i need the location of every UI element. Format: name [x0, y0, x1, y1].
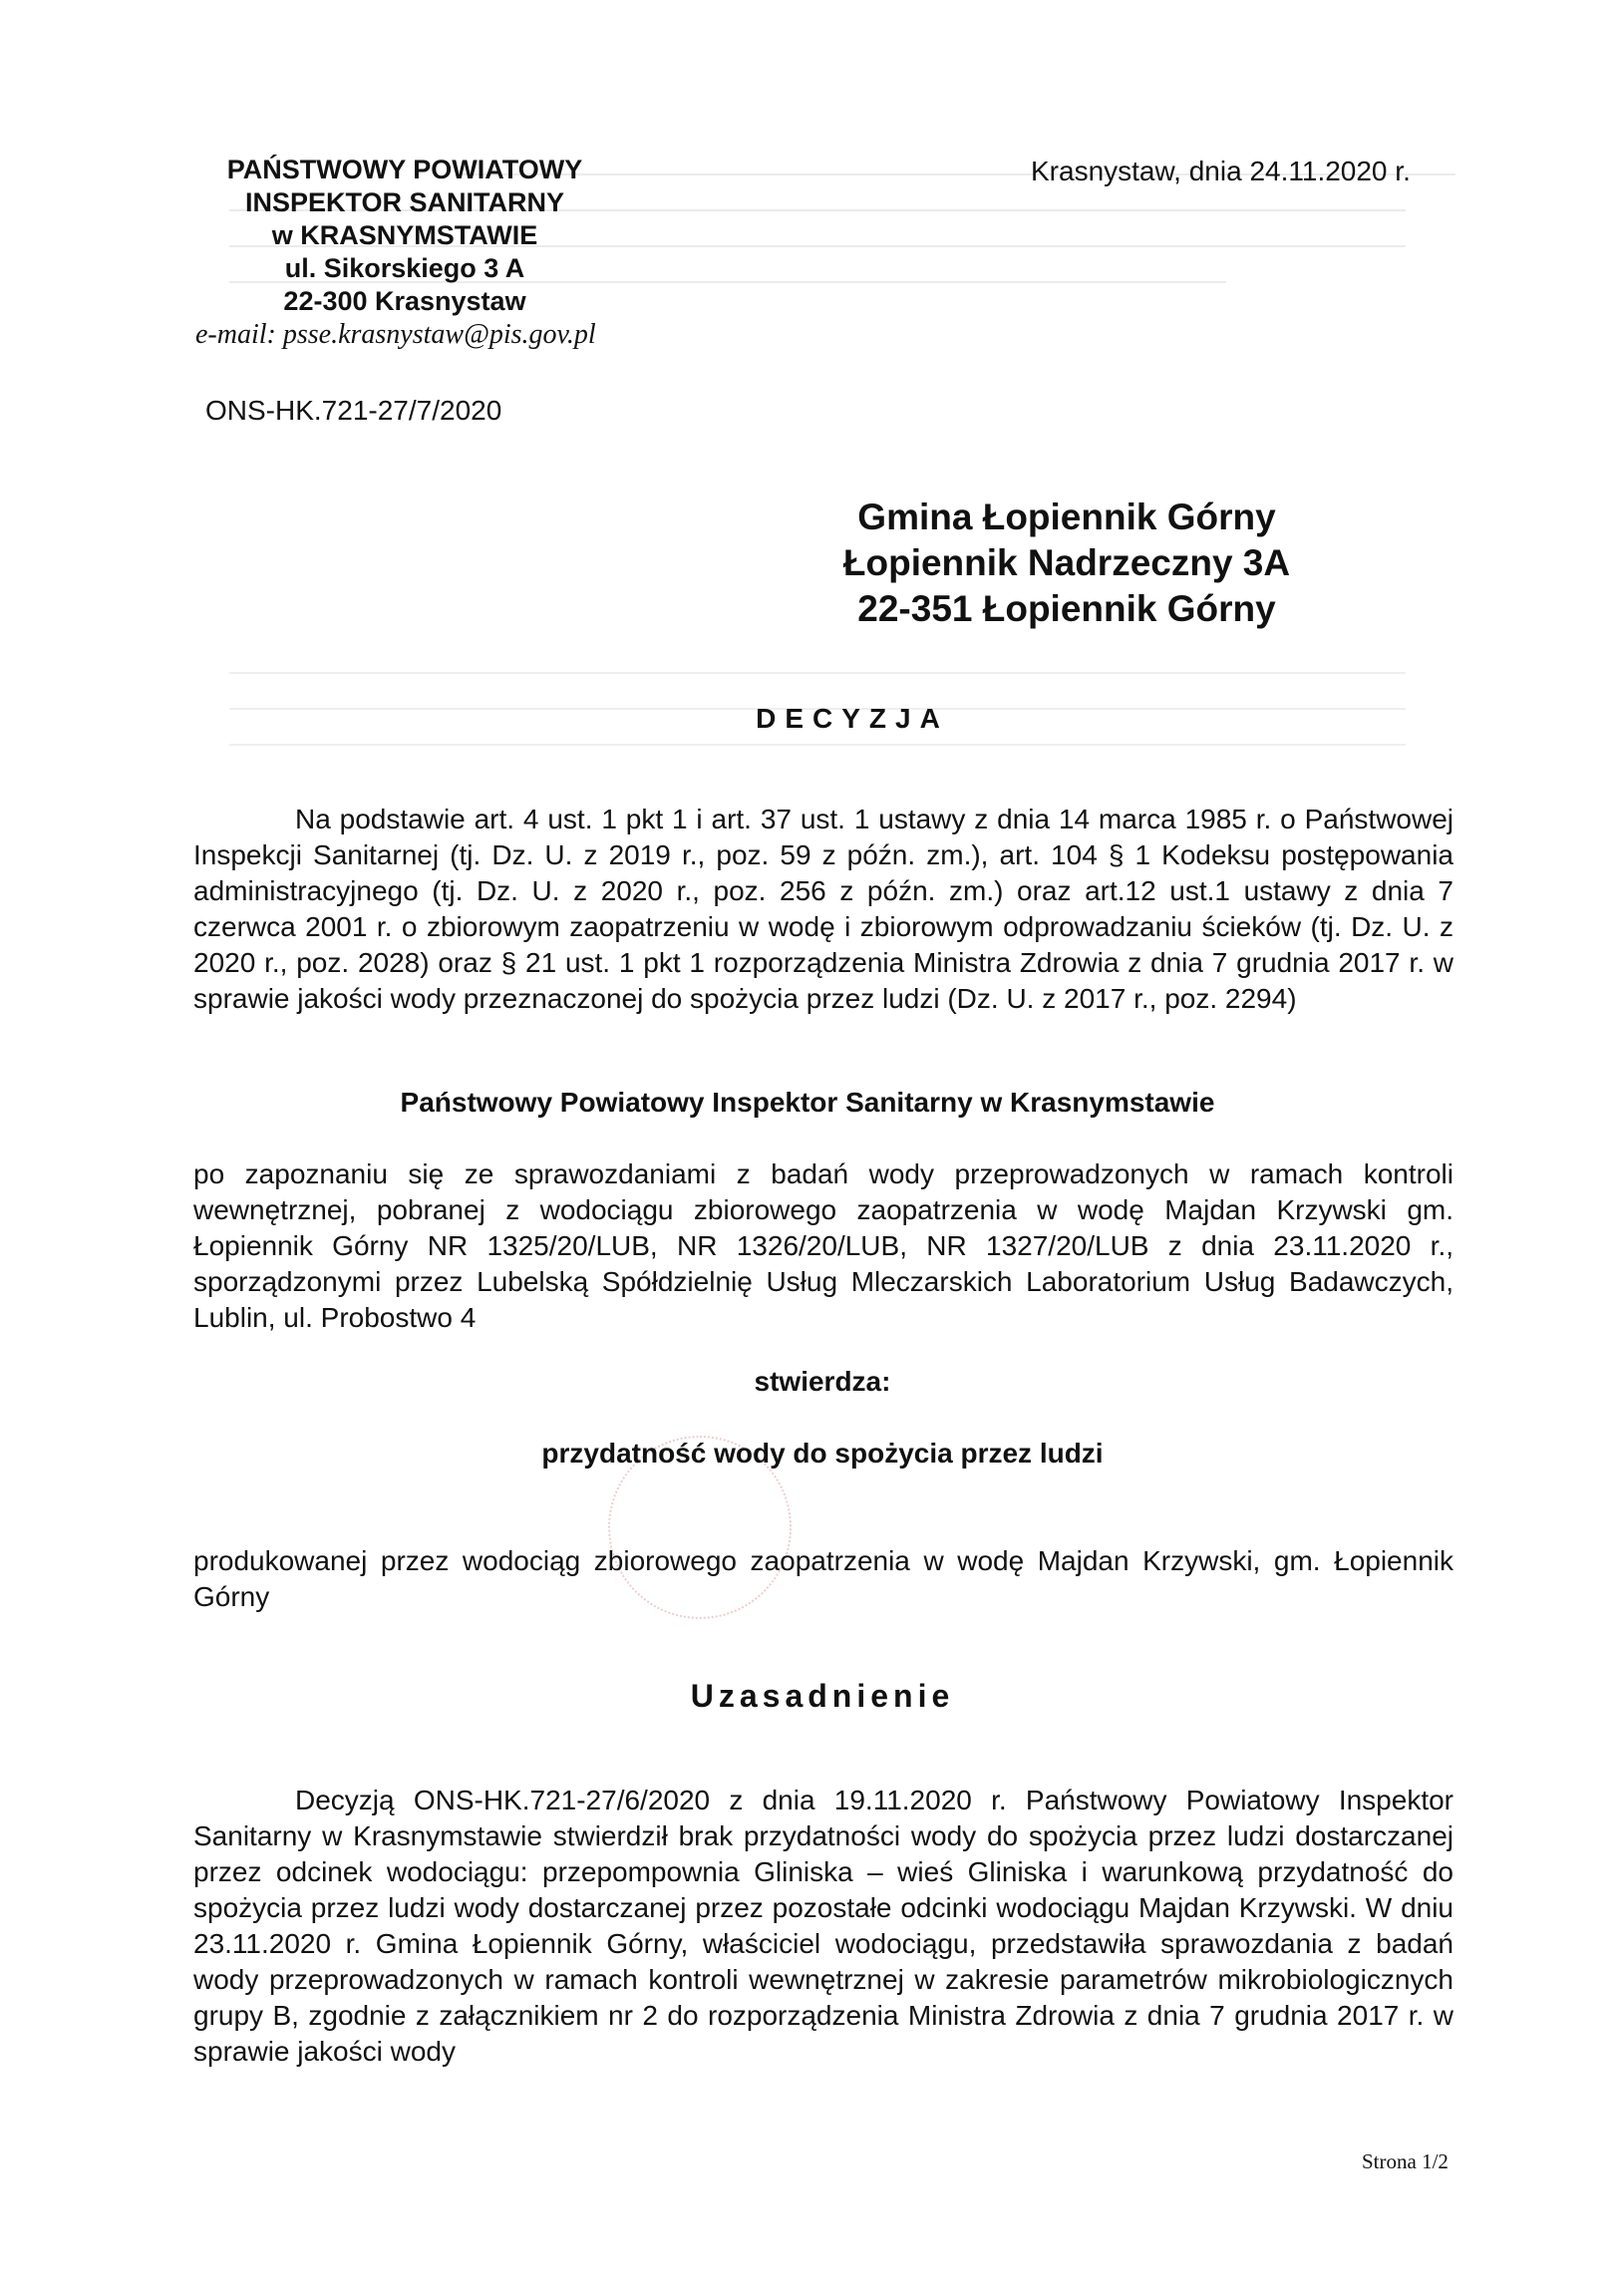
sender-line-1: PAŃSTWOWY POWIATOWY — [226, 155, 583, 184]
page-number: Strona 1/2 — [1362, 2149, 1449, 2173]
authority-heading: Państwowy Powiatowy Inspektor Sanitarny w Krasnymstawie — [400, 1087, 1215, 1118]
addressee-line-3: 22-351 Łopiennik Górny — [857, 588, 1276, 629]
findings-paragraph: po zapoznaniu się ze sprawozdaniami z badań wody przeprowadzonych w ramach kontroli wewnętrznej, pobranej z wodociągu zbiorowego zaopatrzenia w wodę Majdan Krzywski gm. Łopiennik Górny NR 1325/20/LUB, NR 1326/20/LUB, NR 1327/20/LUB z dnia 23.11.2020 r., sporządzonymi przez Lubelską Spółdzielnię Usług Mleczarskich Laboratorium Usług Badawczych, Lublin, ul. Probostwo 4 — [193, 1158, 1454, 1333]
date-line: Krasnystaw, dnia 24.11.2020 r. — [1031, 156, 1411, 186]
sender-line-5: 22-300 Krasnystaw — [283, 286, 526, 316]
sender-line-4: ul. Sikorskiego 3 A — [284, 253, 525, 283]
sender-line-3: w KRASNYMSTAWIE — [271, 220, 538, 250]
addressee-line-1: Gmina Łopiennik Górny — [857, 496, 1276, 537]
case-signature: ONS-HK.721-27/7/2020 — [205, 395, 502, 426]
produced-by-paragraph: produkowanej przez wodociąg zbiorowego zaopatrzenia w wodę Majdan Krzywski, gm. Łopiennik Górny — [193, 1545, 1454, 1612]
addressee-line-2: Łopiennik Nadrzeczny 3A — [842, 542, 1291, 583]
sender-block — [195, 154, 614, 351]
sender-email: e-mail: psse.krasnystaw@pis.gov.pl — [195, 319, 596, 350]
determines-heading: stwierdza: — [754, 1366, 891, 1397]
justification-paragraph: Decyzją ONS-HK.721-27/6/2020 z dnia 19.11.2020 r. Państwowy Powiatowy Inspektor Sanitarny w Krasnymstawie stwierdził brak przydatności wody do spożycia przez ludzi dostarczanej przez odcinek wodociągu: przepompownia Gliniska – wieś Gliniska i warunkową przydatność do spożycia przez ludzi wody dostarczanej przez pozostałe odcinki wodociągu Majdan Krzywski. W dniu 23.11.2020 r. Gmina Łopiennik Górny, właściciel wodociągu, przedstawiła sprawozdania z badań wody przeprowadzonych w ramach kontroli wewnętrznej w zakresie parametrów mikrobiologicznych grupy B, zgodnie z załącznikiem nr 2 do rozporządzenia Ministra Zdrowia z dnia 7 grudnia 2017 r. w sprawie jakości wody — [193, 1785, 1454, 2067]
justification-title: Uzasadnienie — [690, 1678, 955, 1714]
decision-title: DECYZJA — [756, 703, 949, 734]
verdict-heading: przydatność wody do spożycia przez ludzi — [541, 1438, 1104, 1469]
legal-basis-paragraph: Na podstawie art. 4 ust. 1 pkt 1 i art. 37 ust. 1 ustawy z dnia 14 marca 1985 r. o Państwowej Inspekcji Sanitarnej (tj. Dz. U. z 2019 r., poz. 59 z późn. zm.), art. 104 § 1 Kodeksu postępowania administracyjnego (tj. Dz. U. z 2020 r., poz. 256 z późn. zm.) oraz art.12 ust.1 ustawy z dnia 7 czerwca 2001 r. o zbiorowym zaopatrzeniu w wodę i zbiorowym odprowadzaniu ścieków (tj. Dz. U. z 2020 r., poz. 2028) oraz § 21 ust. 1 pkt 1 rozporządzenia Ministra Zdrowia z dnia 7 grudnia 2017 r. w sprawie jakości wody przeznaczonej do spożycia przez ludzi (Dz. U. z 2017 r., poz. 2294) — [193, 804, 1454, 1014]
sender-line-2: INSPEKTOR SANITARNY — [244, 187, 565, 217]
addressee-block — [817, 494, 1316, 632]
